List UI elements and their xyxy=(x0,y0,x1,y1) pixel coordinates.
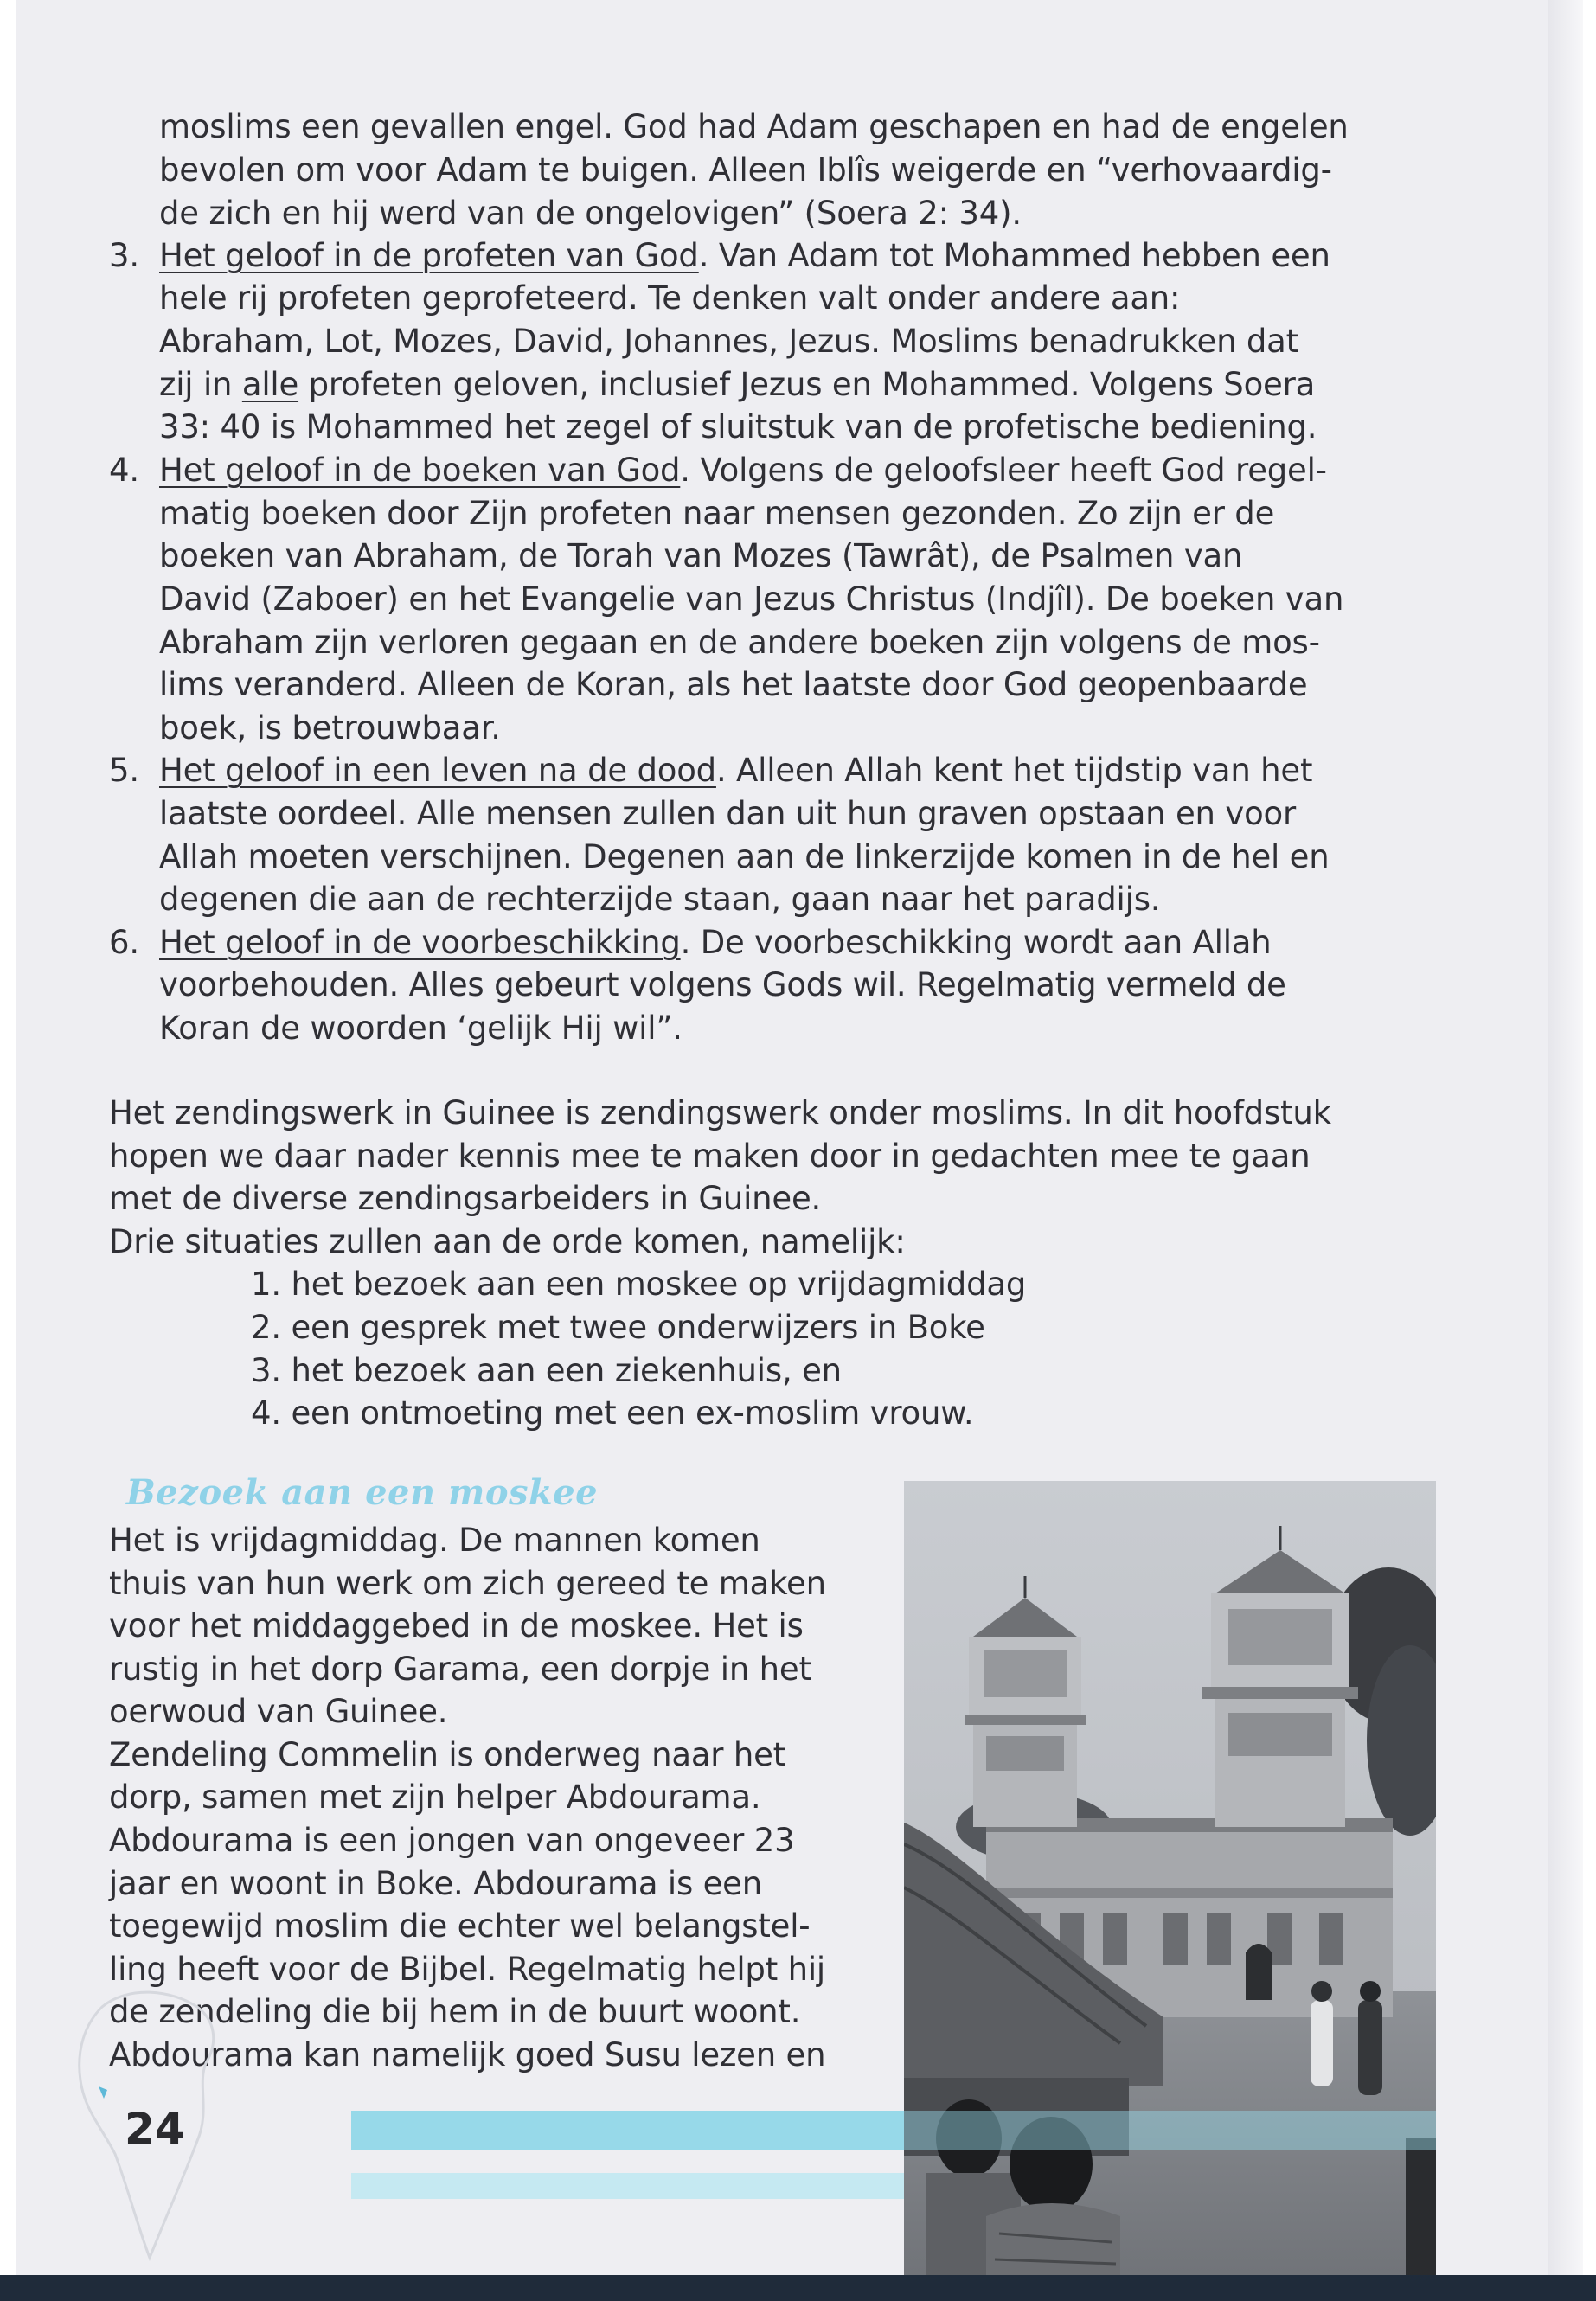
list-number: 6. xyxy=(109,924,139,961)
list-item-first-line xyxy=(159,449,1327,492)
list-item-line: voorbehouden. Alles gebeurt volgens Gods wil. Regelmatig vermeld de xyxy=(159,966,1286,1003)
section-line: voor het middaggebed in de moskee. Het is xyxy=(109,1607,804,1644)
list-item-first-line xyxy=(159,234,1330,278)
list-item-line: lims veranderd. Alleen de Koran, als het laatste door God geopenbaarde xyxy=(159,666,1308,703)
section-line: Abdourama kan namelijk goed Susu lezen en xyxy=(109,2036,826,2073)
paragraph-line: hopen we daar nader kennis mee te maken door in gedachten mee te gaan xyxy=(109,1138,1311,1175)
list-item-text: . Van Adam tot Mohammed hebben een xyxy=(698,237,1330,274)
section-line: ling heeft voor de Bijbel. Regelmatig helpt hij xyxy=(109,1951,825,1988)
situation-item: 1. het bezoek aan een moskee op vrijdagmiddag xyxy=(251,1266,1027,1303)
situation-item: 3. het bezoek aan een ziekenhuis, en xyxy=(251,1352,842,1389)
paragraph-line: Het zendingswerk in Guinee is zendingswerk onder moslims. In dit hoofdstuk xyxy=(109,1094,1331,1131)
section-line: Het is vrijdagmiddag. De mannen komen xyxy=(109,1522,760,1559)
list-item-title: Het geloof in de boeken van God xyxy=(159,452,681,489)
document-page xyxy=(16,0,1578,2301)
situation-item: 4. een ontmoeting met een ex-moslim vrouw. xyxy=(251,1394,974,1432)
section-line: oerwoud van Guinee. xyxy=(109,1693,448,1730)
section-line: jaar en woont in Boke. Abdourama is een xyxy=(109,1865,762,1902)
list-item-first-line xyxy=(159,921,1272,965)
list-number: 4. xyxy=(109,452,139,489)
list-item-line xyxy=(159,363,1315,407)
intro-line: moslims een gevallen engel. God had Adam geschapen en had de engelen xyxy=(159,108,1349,145)
list-item-line: laatste oordeel. Alle mensen zullen dan uit hun graven opstaan en voor xyxy=(159,795,1296,832)
list-item-line: degenen die aan de rechterzijde staan, gaan naar het paradijs. xyxy=(159,881,1161,918)
paragraph-line: Drie situaties zullen aan de orde komen, namelijk: xyxy=(109,1223,906,1260)
section-heading: Bezoek aan een moskee xyxy=(126,1472,599,1513)
page-bottom-strip xyxy=(0,2275,1596,2301)
list-item-line: hele rij profeten geprofeteerd. Te denken valt onder andere aan: xyxy=(159,279,1181,317)
list-item-text: . Alleen Allah kent het tijdstip van het xyxy=(715,752,1313,789)
paragraph-line: met de diverse zendingsarbeiders in Guinee. xyxy=(109,1180,822,1217)
list-number: 5. xyxy=(109,752,139,789)
list-item-text: . Volgens de geloofsleer heeft God regel- xyxy=(680,452,1327,489)
list-item-line: matig boeken door Zijn profeten naar mensen gezonden. Zo zijn er de xyxy=(159,495,1275,532)
list-item-text: zij in xyxy=(159,366,242,403)
list-item-line: 33: 40 is Mohammed het zegel of sluitstuk van de profetische bediening. xyxy=(159,408,1317,445)
page-edge xyxy=(1548,0,1583,2301)
list-item-title: Het geloof in de voorbeschikking xyxy=(159,924,681,961)
section-line: Abdourama is een jongen van ongeveer 23 xyxy=(109,1822,795,1859)
section-line: thuis van hun werk om zich gereed te maken xyxy=(109,1565,826,1602)
list-item-line: boek, is betrouwbaar. xyxy=(159,709,501,747)
list-item-line: Koran de woorden ‘gelijk Hij wil”. xyxy=(159,1009,683,1047)
section-line: Zendeling Commelin is onderweg naar het xyxy=(109,1736,785,1773)
list-item-title: Het geloof in een leven na de dood xyxy=(159,752,716,789)
page-number: 24 xyxy=(125,2104,185,2154)
section-line: de zendeling die bij hem in de buurt woont. xyxy=(109,1993,801,2030)
section-line: dorp, samen met zijn helper Abdourama. xyxy=(109,1779,761,1816)
emphasis-underlined: alle xyxy=(241,366,299,403)
intro-line: bevolen om voor Adam te buigen. Alleen Iblîs weigerde en “verhovaardig- xyxy=(159,151,1332,189)
intro-line: de zich en hij werd van de ongelovigen” (Soera 2: 34). xyxy=(159,195,1022,232)
list-item-text: . De voorbeschikking wordt aan Allah xyxy=(680,924,1272,961)
list-item-title: Het geloof in de profeten van God xyxy=(159,237,699,274)
list-number: 3. xyxy=(109,237,139,274)
list-item-line: Abraham zijn verloren gegaan en de andere boeken zijn volgens de mos- xyxy=(159,624,1320,661)
situation-item: 2. een gesprek met twee onderwijzers in Boke xyxy=(251,1309,985,1346)
list-item-line: Allah moeten verschijnen. Degenen aan de linkerzijde komen in de hel en xyxy=(159,838,1330,875)
list-item-line: boeken van Abraham, de Torah van Mozes (Tawrât), de Psalmen van xyxy=(159,537,1243,574)
list-item-first-line xyxy=(159,749,1312,792)
section-line: rustig in het dorp Garama, een dorpje in het xyxy=(109,1650,811,1688)
mosque-photo xyxy=(904,1481,1436,2301)
list-item-line: Abraham, Lot, Mozes, David, Johannes, Jezus. Moslims benadrukken dat xyxy=(159,323,1298,360)
list-item-text: profeten geloven, inclusief Jezus en Mohammed. Volgens Soera xyxy=(298,366,1316,403)
list-item-line: David (Zaboer) en het Evangelie van Jezus Christus (Indjîl). De boeken van xyxy=(159,580,1344,618)
section-line: toegewijd moslim die echter wel belangstel- xyxy=(109,1907,811,1945)
